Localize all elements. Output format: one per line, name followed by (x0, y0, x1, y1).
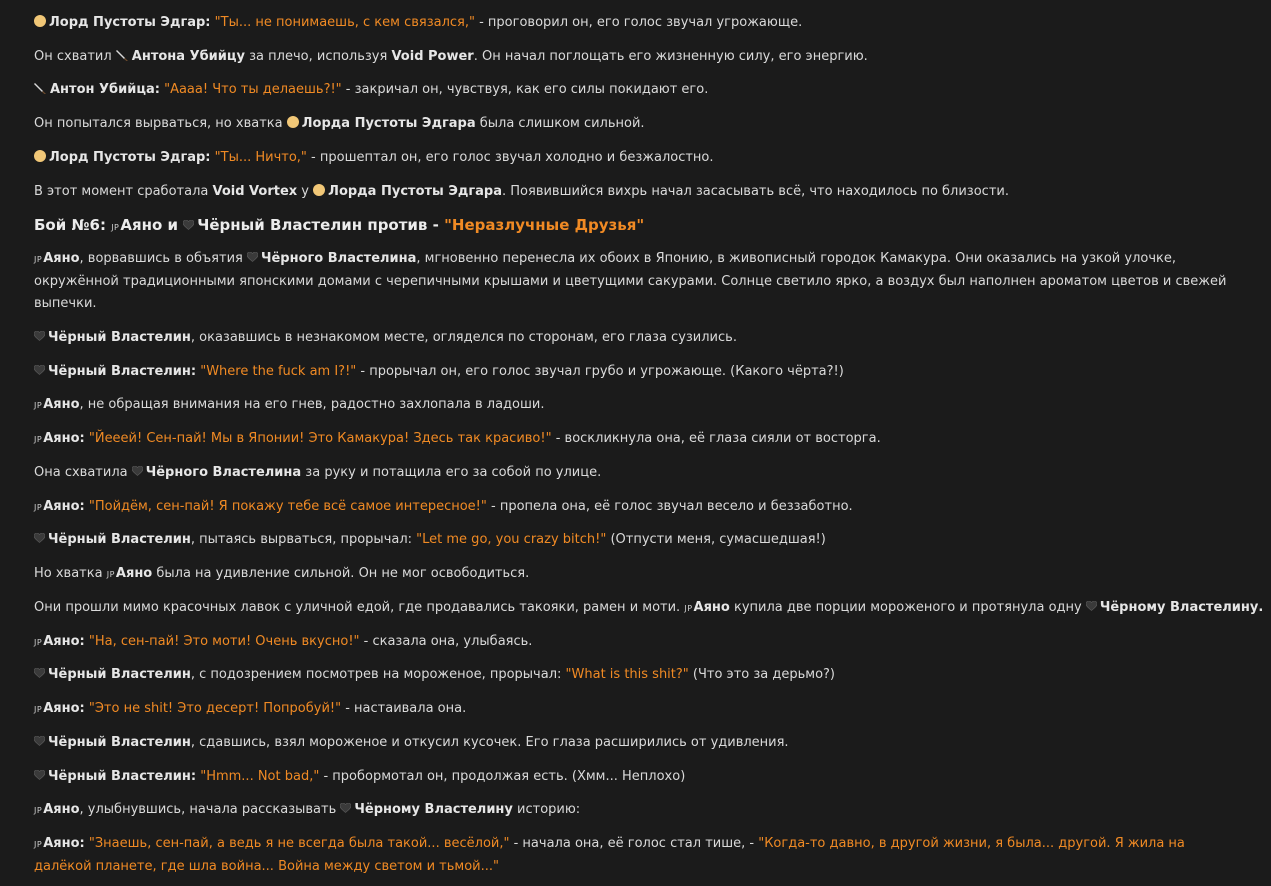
narration-text: историю: (512, 802, 581, 817)
story-line (34, 361, 844, 383)
narration-text: - настаивала она. (341, 701, 467, 716)
story-line (34, 529, 826, 551)
story-line (34, 462, 601, 484)
narration-text: - проговорил он, его голос звучал угрожающе. (474, 15, 803, 30)
story-line (34, 12, 802, 34)
heading-text: Бой №6: (34, 216, 112, 234)
dialogue-quote: "Это не shit! Это десерт! Попробуй!" (88, 701, 342, 716)
narration-text: за руку и потащила его за собой по улице. (301, 465, 602, 480)
story-line (34, 631, 532, 654)
narration-text: Он схватил (34, 49, 116, 64)
character-name: Чёрный Властелин (48, 532, 191, 547)
narration-text: Она схватила (34, 465, 132, 480)
story-line (34, 113, 645, 135)
narration-text: купила две порции мороженого и протянула одну (729, 600, 1086, 615)
jp-flag-icon: JP (34, 840, 43, 849)
black-heart-icon (247, 252, 258, 262)
character-name: Аяно: (43, 701, 85, 716)
character-name: Чёрный Властелин (48, 735, 191, 750)
story-line (34, 799, 580, 822)
black-heart-icon (340, 803, 351, 813)
black-heart-icon (183, 220, 194, 230)
dialogue-quote: "Ты... не понимаешь, с кем связался," (214, 15, 475, 30)
jp-flag-icon: JP (34, 255, 43, 264)
narration-text: , не обращая внимания на его гнев, радостно захлопала в ладоши. (79, 397, 545, 412)
narration-text: , с подозрением посмотрев на мороженое, прорычал: (190, 667, 566, 682)
jp-flag-icon: JP (106, 570, 115, 579)
character-name: Лорд Пустоты Эдгар: (49, 15, 211, 30)
team-name: "Неразлучные Друзья" (444, 216, 645, 234)
narration-text: Но хватка (34, 566, 107, 581)
story-line (34, 597, 1263, 620)
skull-mask-icon (287, 116, 299, 128)
jp-flag-icon: JP (34, 705, 43, 714)
character-name: Лорда Пустоты Эдгара (301, 116, 476, 131)
character-name: Чёрный Властелин: (48, 769, 197, 784)
skull-mask-icon (34, 15, 46, 27)
dialogue-quote: "Пойдём, сен-пай! Я покажу тебе всё самое интересное!" (88, 499, 487, 514)
narration-text: , оказавшись в незнакомом месте, огляделся по сторонам, его глаза сузились. (190, 330, 737, 345)
jp-flag-icon: JP (684, 604, 693, 613)
character-name: Аяно: (43, 499, 85, 514)
story-line (34, 181, 1009, 203)
dialogue-quote: "Where the fuck am I?!" (200, 364, 357, 379)
dialogue-quote: "Аааа! Что ты делаешь?!" (164, 82, 342, 97)
jp-flag-icon: JP (34, 806, 43, 815)
character-name: Аяно (43, 397, 80, 412)
knife-icon (34, 82, 47, 94)
narration-text: - пробормотал он, продолжая есть. (Хмм... Неплохо) (319, 769, 686, 784)
narration-text: - начала она, её голос стал тише, - (509, 836, 759, 851)
character-name: Чёрный Властелин (48, 330, 191, 345)
dialogue-quote: "Йееей! Сен-пай! Мы в Японии! Это Камакура! Здесь так красиво!" (88, 431, 552, 446)
narration-text: , ворвавшись в объятия (79, 251, 247, 266)
dialogue-quote: "Ты... Ничто," (214, 150, 307, 165)
ability-name: Void Vortex (212, 184, 298, 199)
black-heart-icon (34, 365, 45, 375)
narration-text: , мгновенно перенесла их обоих в Японию, в живописный городок Камакура. Они оказались на узкой улочке, окружённой традиционными японскими домами с черепичными крышами и цветущими сакурами. Солнце светило ярко, а воздух был наполнен ароматом цветов и свежей выпечки. (34, 251, 1227, 311)
narration-text: В этот момент сработала (34, 184, 213, 199)
story-line (34, 664, 835, 686)
character-name: Аяно (693, 600, 730, 615)
character-name: Лорда Пустоты Эдгара (328, 184, 502, 199)
black-heart-icon (132, 466, 143, 476)
story-paragraph (34, 833, 1234, 878)
heading-text: Чёрный Властелин против - (197, 216, 445, 234)
story-line (34, 563, 529, 586)
narration-text: - воскликнула она, её глаза сияли от восторга. (551, 431, 881, 446)
narration-text: Они прошли мимо красочных лавок с уличной едой, где продавались такояки, рамен и моти. (34, 600, 685, 615)
black-heart-icon (34, 331, 45, 341)
narration-text: - сказала она, улыбаясь. (359, 634, 533, 649)
narration-text: , пытаясь вырваться, прорычал: (190, 532, 417, 547)
character-name: Лорд Пустоты Эдгар: (49, 150, 211, 165)
story-line (34, 698, 466, 721)
character-name: Чёрный Властелин (48, 667, 191, 682)
narration-text: (Отпусти меня, сумасшедшая!) (606, 532, 826, 547)
narration-text: за плечо, используя (245, 49, 392, 64)
narration-text: была слишком сильной. (475, 116, 645, 131)
dialogue-quote: "Знаешь, сен-пай, а ведь я не всегда была такой... весёлой," (88, 836, 510, 851)
narration-text: - пропела она, её голос звучал весело и беззаботно. (486, 499, 853, 514)
narration-text: , улыбнувшись, начала рассказывать (79, 802, 341, 817)
black-heart-icon (34, 770, 45, 780)
character-name: Аяно: (43, 634, 85, 649)
narration-text: - закричал он, чувствуя, как его силы покидают его. (341, 82, 709, 97)
story-line (34, 766, 685, 788)
character-name: Аяно (43, 802, 80, 817)
character-name: Аяно: (43, 431, 85, 446)
jp-flag-icon: JP (111, 223, 120, 232)
character-name: Чёрный Властелин: (48, 364, 197, 379)
ability-name: Void Power (391, 49, 474, 64)
dialogue-quote: "Let me go, you crazy bitch!" (416, 532, 607, 547)
narration-text: Он попытался вырваться, но хватка (34, 116, 287, 131)
battle-heading (34, 212, 644, 241)
character-name: Аяно (115, 566, 153, 581)
character-name: Чёрному Властелину (354, 802, 513, 817)
character-name: Антона Убийцу (131, 49, 246, 64)
character-name: Аяно: (43, 836, 85, 851)
story-line (34, 428, 881, 451)
dialogue-quote: "Когда-то давно, в другой жизни, я была... другой. Я жила на далёкой планете, где шла война... Война между светом и тьмой..." (34, 836, 1185, 874)
black-heart-icon (1086, 601, 1097, 611)
dialogue-quote: "Hmm... Not bad," (200, 769, 320, 784)
black-heart-icon (34, 668, 45, 678)
narration-text: была на удивление сильной. Он не мог освободиться. (152, 566, 530, 581)
story-line (34, 147, 714, 169)
story-line (34, 327, 737, 349)
jp-flag-icon: JP (34, 435, 43, 444)
skull-mask-icon (34, 150, 46, 162)
narration-text: - прорычал он, его голос звучал грубо и угрожающе. (Какого чёрта?!) (356, 364, 844, 379)
jp-flag-icon: JP (34, 401, 43, 410)
black-heart-icon (34, 736, 45, 746)
jp-flag-icon: JP (34, 638, 43, 647)
heading-text: Аяно и (120, 216, 184, 234)
narration-text: , сдавшись, взял мороженое и откусил кусочек. Его глаза расширились от удивления. (190, 735, 789, 750)
character-name: Чёрного Властелина (145, 465, 302, 480)
knife-icon (116, 49, 129, 61)
skull-mask-icon (313, 184, 325, 196)
narration-text: у (297, 184, 314, 199)
character-name: Чёрного Властелина (260, 251, 417, 266)
character-name: Чёрному Властелину. (1099, 600, 1264, 615)
narration-text: . Он начал поглощать его жизненную силу, его энергию. (473, 49, 868, 64)
dialogue-quote: "На, сен-пай! Это моти! Очень вкусно!" (88, 634, 360, 649)
character-name: Антон Убийца: (50, 82, 160, 97)
story-line (34, 79, 708, 101)
story-line (34, 496, 853, 519)
story-paragraph (34, 248, 1234, 315)
narration-text: - прошептал он, его голос звучал холодно и безжалостно. (306, 150, 714, 165)
jp-flag-icon: JP (34, 503, 43, 512)
narration-text: . Появившийся вихрь начал засасывать всё, что находилось по близости. (502, 184, 1009, 199)
character-name: Аяно (43, 251, 80, 266)
black-heart-icon (34, 533, 45, 543)
narration-text: (Что это за дерьмо?) (688, 667, 835, 682)
dialogue-quote: "What is this shit?" (565, 667, 689, 682)
story-line (34, 394, 544, 417)
story-line (34, 732, 789, 754)
story-line (34, 46, 868, 68)
